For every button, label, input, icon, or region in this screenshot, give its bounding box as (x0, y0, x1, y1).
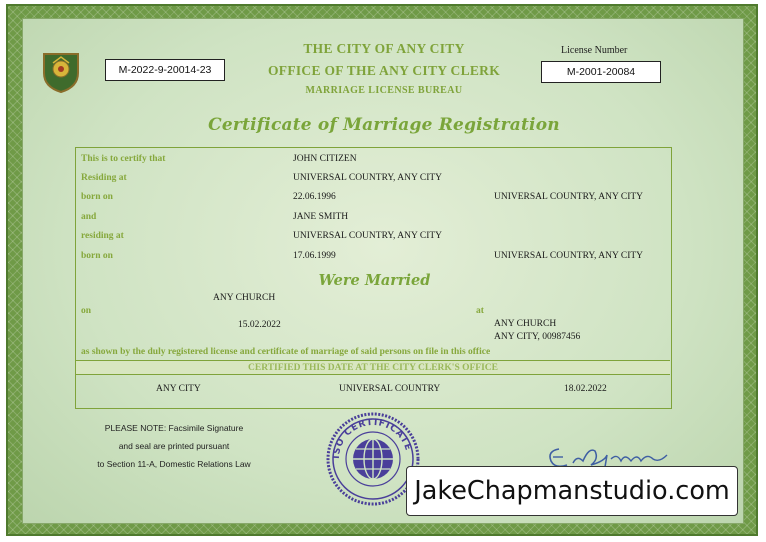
row-value: UNIVERSAL COUNTRY, ANY CITY (293, 231, 443, 241)
row-label: residing at (81, 231, 124, 241)
row-value: 22.06.1996 (293, 192, 336, 202)
row-label: born on (81, 251, 113, 261)
were-married-heading: Were Married (318, 272, 431, 289)
certificate (6, 4, 758, 536)
row-value: JOHN CITIZEN (293, 154, 357, 164)
row-value: UNIVERSAL COUNTRY, ANY CITY (293, 173, 443, 183)
certificate-paper (22, 18, 744, 524)
license-left-number: M-2022-9-20014-23 (105, 59, 225, 81)
footer-date: 18.02.2022 (564, 384, 607, 394)
footer-country: UNIVERSAL COUNTRY (339, 384, 441, 394)
row-label: born on (81, 192, 113, 202)
note-line: to Section 11-A, Domestic Relations Law (97, 459, 251, 469)
header-office: OFFICE OF THE ANY CITY CLERK (267, 63, 501, 78)
license-number: M-2001-20084 (541, 61, 661, 83)
note-line: PLEASE NOTE: Facsimile Signature (104, 423, 244, 433)
details-panel (75, 147, 672, 409)
header-bureau: MARRIAGE LICENSE BUREAU (305, 85, 463, 96)
row-label: and (81, 212, 97, 222)
seal-text: ISO CERTIFICATE (331, 417, 413, 460)
row-value: 17.06.1999 (293, 251, 336, 261)
row-extra: UNIVERSAL COUNTRY, ANY CITY (494, 251, 644, 261)
on-label: on (81, 306, 92, 316)
license-number-label: License Number (561, 45, 628, 56)
row-label: Residing at (81, 173, 127, 183)
facsimile-note (79, 419, 269, 473)
at-line2: ANY CITY, 00987456 (494, 332, 581, 342)
row-extra: UNIVERSAL COUNTRY, ANY CITY (494, 192, 644, 202)
row-label: This is to certify that (81, 154, 166, 164)
marriage-date: 15.02.2022 (238, 320, 281, 330)
at-label: at (476, 306, 484, 316)
note-line: and seal are printed pursuant (118, 441, 230, 451)
footer-city: ANY CITY (156, 384, 201, 394)
marriage-place: ANY CHURCH (213, 293, 276, 303)
statement-text: as shown by the duly registered license and certificate of marriage of said persons on file in this office (81, 347, 491, 357)
certificate-title: Certificate of Marriage Registration (208, 115, 560, 135)
watermark-banner: JakeChapmanstudio.com (406, 466, 738, 516)
certified-bar: CERTIFIED THIS DATE AT THE CITY CLERK'S OFFICE (76, 360, 670, 375)
row-value: JANE SMITH (293, 212, 349, 222)
at-line1: ANY CHURCH (494, 319, 557, 329)
header-city: THE CITY OF ANY CITY (303, 41, 465, 56)
